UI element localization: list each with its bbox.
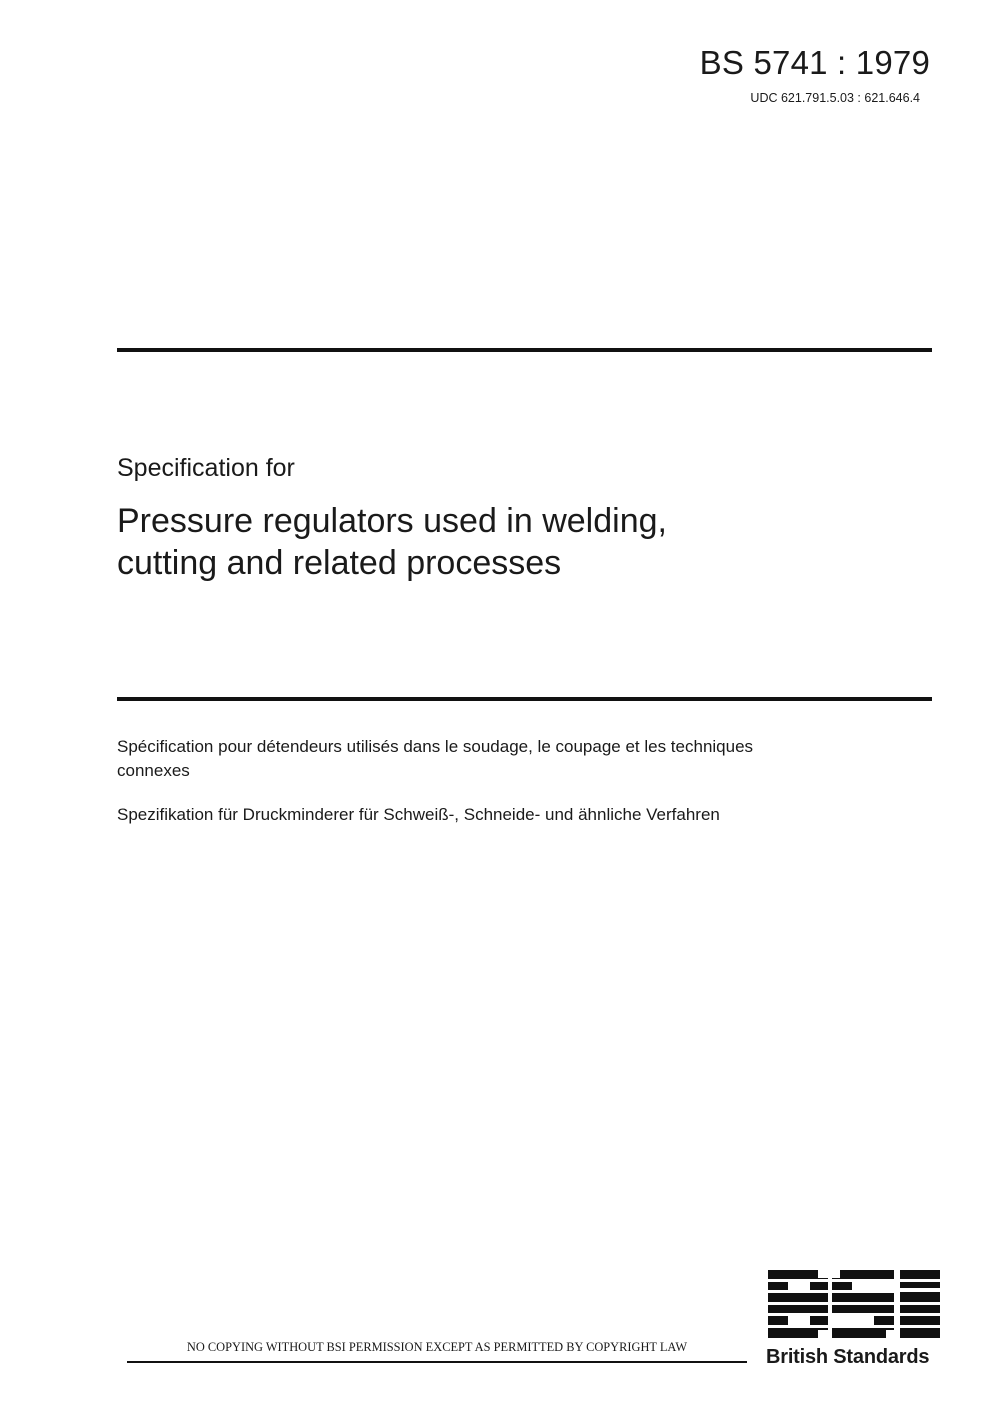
middle-rule (117, 697, 932, 701)
bsi-logo-caption: British Standards (766, 1346, 930, 1368)
german-title: Spezifikation für Druckminderer für Schweiß-, Schneide- und ähnliche Verfahren (117, 805, 720, 824)
top-rule (117, 348, 932, 352)
spec-for-label: Specification for (117, 454, 295, 482)
bsi-logo-mark (766, 1266, 942, 1340)
french-title-line-2: connexes (117, 761, 190, 780)
copyright-notice-underline (127, 1361, 747, 1363)
copyright-notice: NO COPYING WITHOUT BSI PERMISSION EXCEPT AS PERMITTED BY COPYRIGHT LAW (186, 1340, 688, 1354)
title-line-1: Pressure regulators used in welding, (117, 502, 667, 540)
french-title-line-1: Spécification pour détendeurs utilisés dans le soudage, le coupage et les techniques (117, 737, 754, 756)
title-line-2: cutting and related processes (117, 544, 562, 582)
standard-number: BS 5741 : 1979 (699, 44, 930, 81)
french-title (117, 735, 917, 783)
document-title (117, 500, 917, 584)
udc-classification: UDC 621.791.5.03 : 621.646.4 (750, 91, 920, 105)
